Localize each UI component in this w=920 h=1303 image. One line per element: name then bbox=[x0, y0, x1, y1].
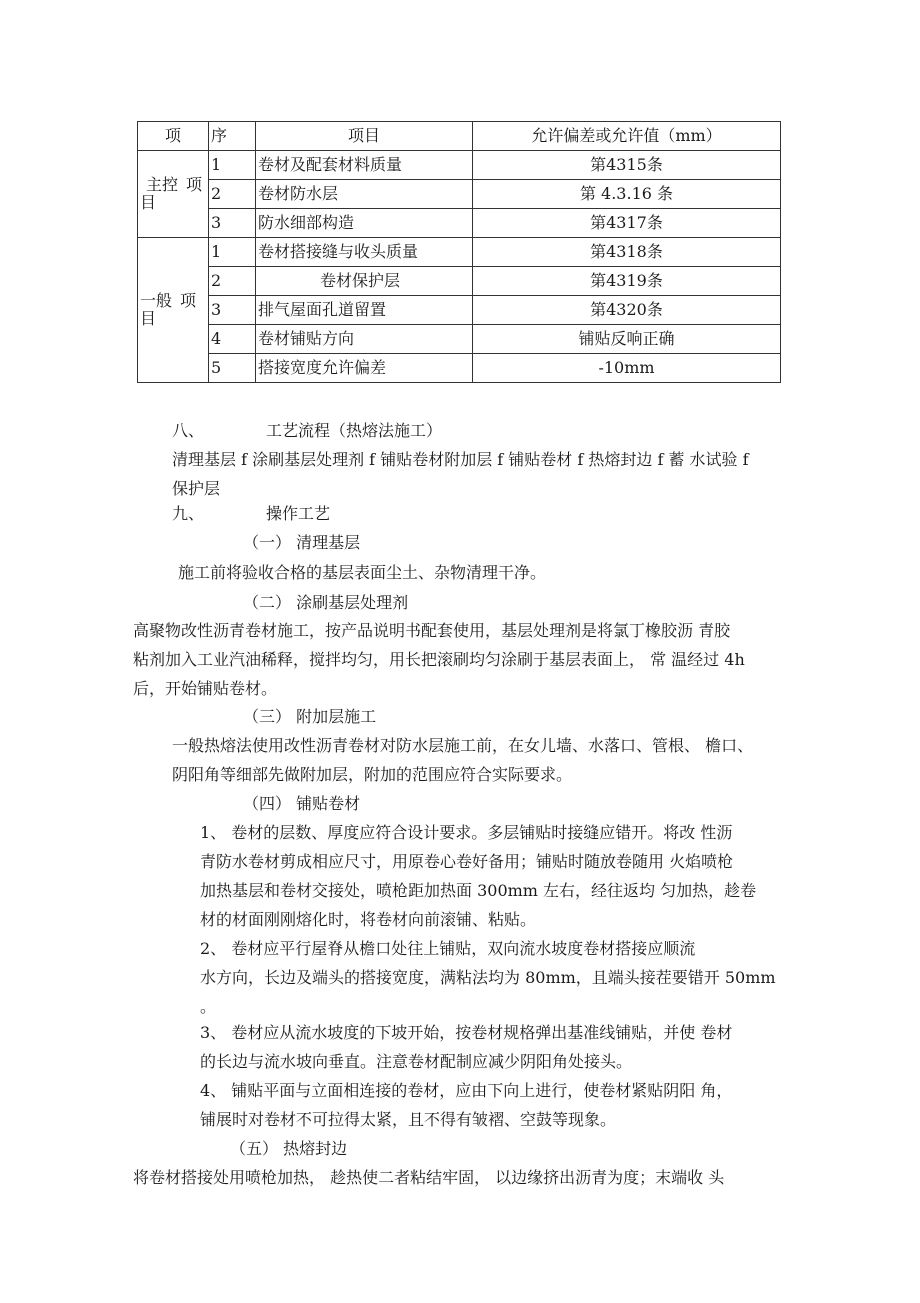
row-number: 3 bbox=[209, 209, 256, 238]
row-number: 2 bbox=[209, 267, 256, 296]
row-item: 卷材铺贴方向 bbox=[256, 325, 473, 354]
table-row bbox=[138, 354, 781, 383]
sub-4-item-3: 3、 卷材应从流水坡度的下坡开始，按卷材规格弹出基准线铺贴，并使 卷材 的长边与流水坡向垂直。注意卷材配制应减少阴阳角处接头。 bbox=[200, 1023, 733, 1071]
sub-1-heading: （一） 清理基层 bbox=[243, 533, 361, 552]
table-row bbox=[138, 296, 781, 325]
group-label-general: 一般 项 目 bbox=[138, 238, 209, 383]
row-value: 第 4.3.16 条 bbox=[473, 180, 781, 209]
section-9-heading: 九、 操作工艺 bbox=[172, 504, 331, 523]
row-value: 第4315条 bbox=[473, 151, 781, 180]
sub-4-item-4: 4、 铺贴平面与立面相连接的卷材，应由下向上进行，使卷材紧贴阴阳 角， 铺展时对卷材不可拉得太紧，且不得有皱褶、空鼓等现象。 bbox=[200, 1081, 733, 1129]
row-number: 2 bbox=[209, 180, 256, 209]
row-value: 第4318条 bbox=[473, 238, 781, 267]
header-tolerance: 允许偏差或允许值（mm） bbox=[473, 122, 781, 151]
row-value: 第4317条 bbox=[473, 209, 781, 238]
header-category: 项 bbox=[138, 122, 209, 151]
row-item: 卷材及配套材料质量 bbox=[256, 151, 473, 180]
table-row bbox=[138, 238, 781, 267]
section-8-heading: 八、 工艺流程（热熔法施工） bbox=[172, 421, 443, 440]
group-label-main-control: 主控 项 目 bbox=[138, 151, 209, 238]
row-number: 4 bbox=[209, 325, 256, 354]
sub-4-item-2: 2、 卷材应平行屋脊从檐口处往上铺贴，双向流水坡度卷材搭接应顺流 水方向，长边及端头的搭接宽度，满粘法均为 80mm，且端头接茬要错开 50mm 。 bbox=[200, 939, 776, 1016]
header-seq: 序 bbox=[209, 122, 256, 151]
row-item: 卷材防水层 bbox=[256, 180, 473, 209]
sub-5-heading: （五） 热熔封边 bbox=[230, 1139, 348, 1158]
sub-2-paragraph: 高聚物改性沥青卷材施工，按产品说明书配套使用，基层处理剂是将氯丁橡胶沥 青胶 粘剂加入工业汽油稀释，搅拌均匀，用长把滚刷均匀涂刷于基层表面上， 常 温经过 4h 后，开始铺贴卷材。 bbox=[133, 621, 745, 698]
sub-1-text: 施工前将验收合格的基层表面尘土、杂物清理干净。 bbox=[178, 563, 547, 582]
row-value: -10mm bbox=[473, 354, 781, 383]
row-item: 防水细部构造 bbox=[256, 209, 473, 238]
row-item: 卷材搭接缝与收头质量 bbox=[256, 238, 473, 267]
sub-4-heading: （四） 铺贴卷材 bbox=[243, 794, 361, 813]
table-row bbox=[138, 151, 781, 180]
row-number: 1 bbox=[209, 238, 256, 267]
row-number: 5 bbox=[209, 354, 256, 383]
sub-3-heading: （三） 附加层施工 bbox=[243, 707, 377, 726]
section-8-flow: 清理基层 f 涂刷基层处理剂 f 铺贴卷材附加层 f 铺贴卷材 f 热熔封边 f 蓄 水试验 f 保护层 bbox=[172, 450, 749, 498]
row-number: 3 bbox=[209, 296, 256, 325]
sub-5-text: 将卷材搭接处用喷枪加热， 趁热使二者粘结牢固， 以边缘挤出沥青为度；末端收 头 bbox=[133, 1168, 725, 1187]
quality-spec-table bbox=[137, 121, 781, 383]
sub-2-heading: （二） 涂刷基层处理剂 bbox=[243, 593, 409, 612]
row-item: 卷材保护层 bbox=[256, 267, 473, 296]
table-row bbox=[138, 267, 781, 296]
row-value: 第4320条 bbox=[473, 296, 781, 325]
table-row bbox=[138, 180, 781, 209]
table-row bbox=[138, 209, 781, 238]
row-value: 第4319条 bbox=[473, 267, 781, 296]
sub-3-paragraph: 一般热熔法使用改性沥青卷材对防水层施工前，在女儿墙、水落口、管根、 檐口、 阴阳角等细部先做附加层，附加的范围应符合实际要求。 bbox=[172, 736, 754, 784]
table-header-row bbox=[138, 122, 781, 151]
header-item: 项目 bbox=[256, 122, 473, 151]
sub-4-item-1: 1、 卷材的层数、厚度应符合设计要求。多层铺贴时接缝应错开。将改 性沥 青防水卷材剪成相应尺寸，用原卷心卷好备用；铺贴时随放卷随用 火焰喷枪 加热基层和卷材交接处，喷枪距加热面 300mm 左右，经往返均 匀加热，趁卷 材的材面刚刚熔化时，将卷材向前滚铺、粘贴。 bbox=[200, 823, 757, 929]
row-number: 1 bbox=[209, 151, 256, 180]
row-item: 排气屋面孔道留置 bbox=[256, 296, 473, 325]
row-item: 搭接宽度允许偏差 bbox=[256, 354, 473, 383]
table-row bbox=[138, 325, 781, 354]
row-value: 铺贴反响正确 bbox=[473, 325, 781, 354]
